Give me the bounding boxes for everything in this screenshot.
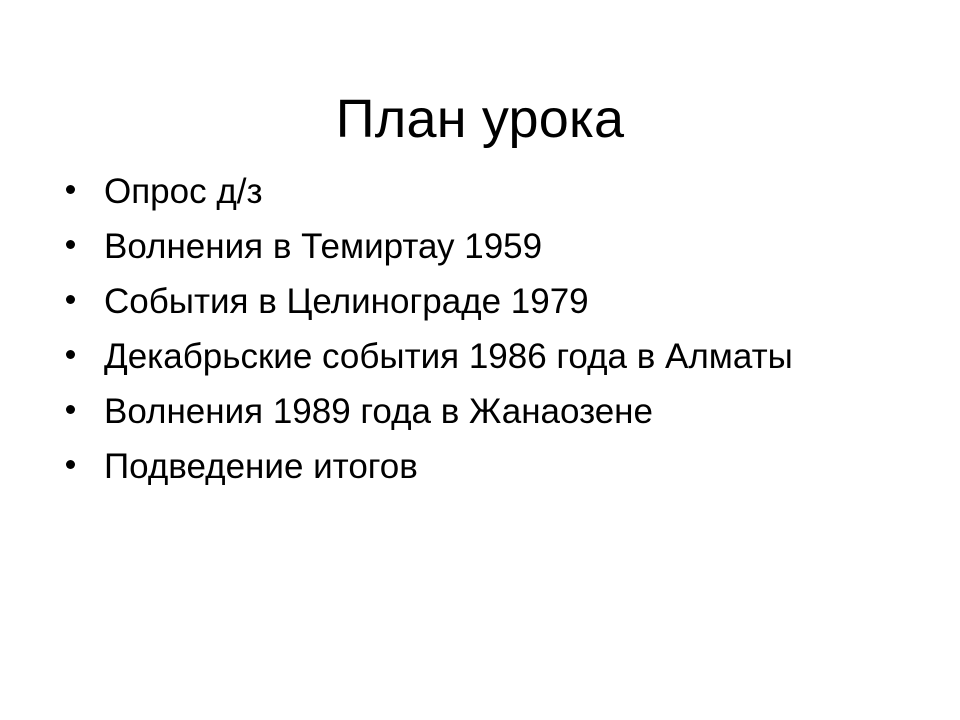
bullet-dot-icon xyxy=(66,350,75,359)
bullet-dot-icon xyxy=(66,240,75,249)
list-item-label: Волнения в Темиртау 1959 xyxy=(104,227,543,266)
bullet-dot-icon xyxy=(66,295,75,304)
list-item xyxy=(52,388,882,435)
slide-content-body xyxy=(52,168,882,498)
list-item-label: Подведение итогов xyxy=(104,447,418,486)
bullet-dot-icon xyxy=(66,460,75,469)
list-item xyxy=(52,223,882,270)
page-title: План урока xyxy=(335,89,625,150)
list-item-label: События в Целинограде 1979 xyxy=(104,282,589,321)
bullet-list xyxy=(52,168,882,490)
list-item xyxy=(52,443,882,490)
list-item xyxy=(52,278,882,325)
bullet-dot-icon xyxy=(66,185,75,194)
list-item-label: Опрос д/з xyxy=(104,172,263,211)
list-item xyxy=(52,168,882,215)
list-item xyxy=(52,333,882,380)
list-item-label: Декабрьские события 1986 года в Алматы xyxy=(104,337,793,376)
list-item-label: Волнения 1989 года в Жанаозене xyxy=(104,392,653,431)
bullet-dot-icon xyxy=(66,405,75,414)
